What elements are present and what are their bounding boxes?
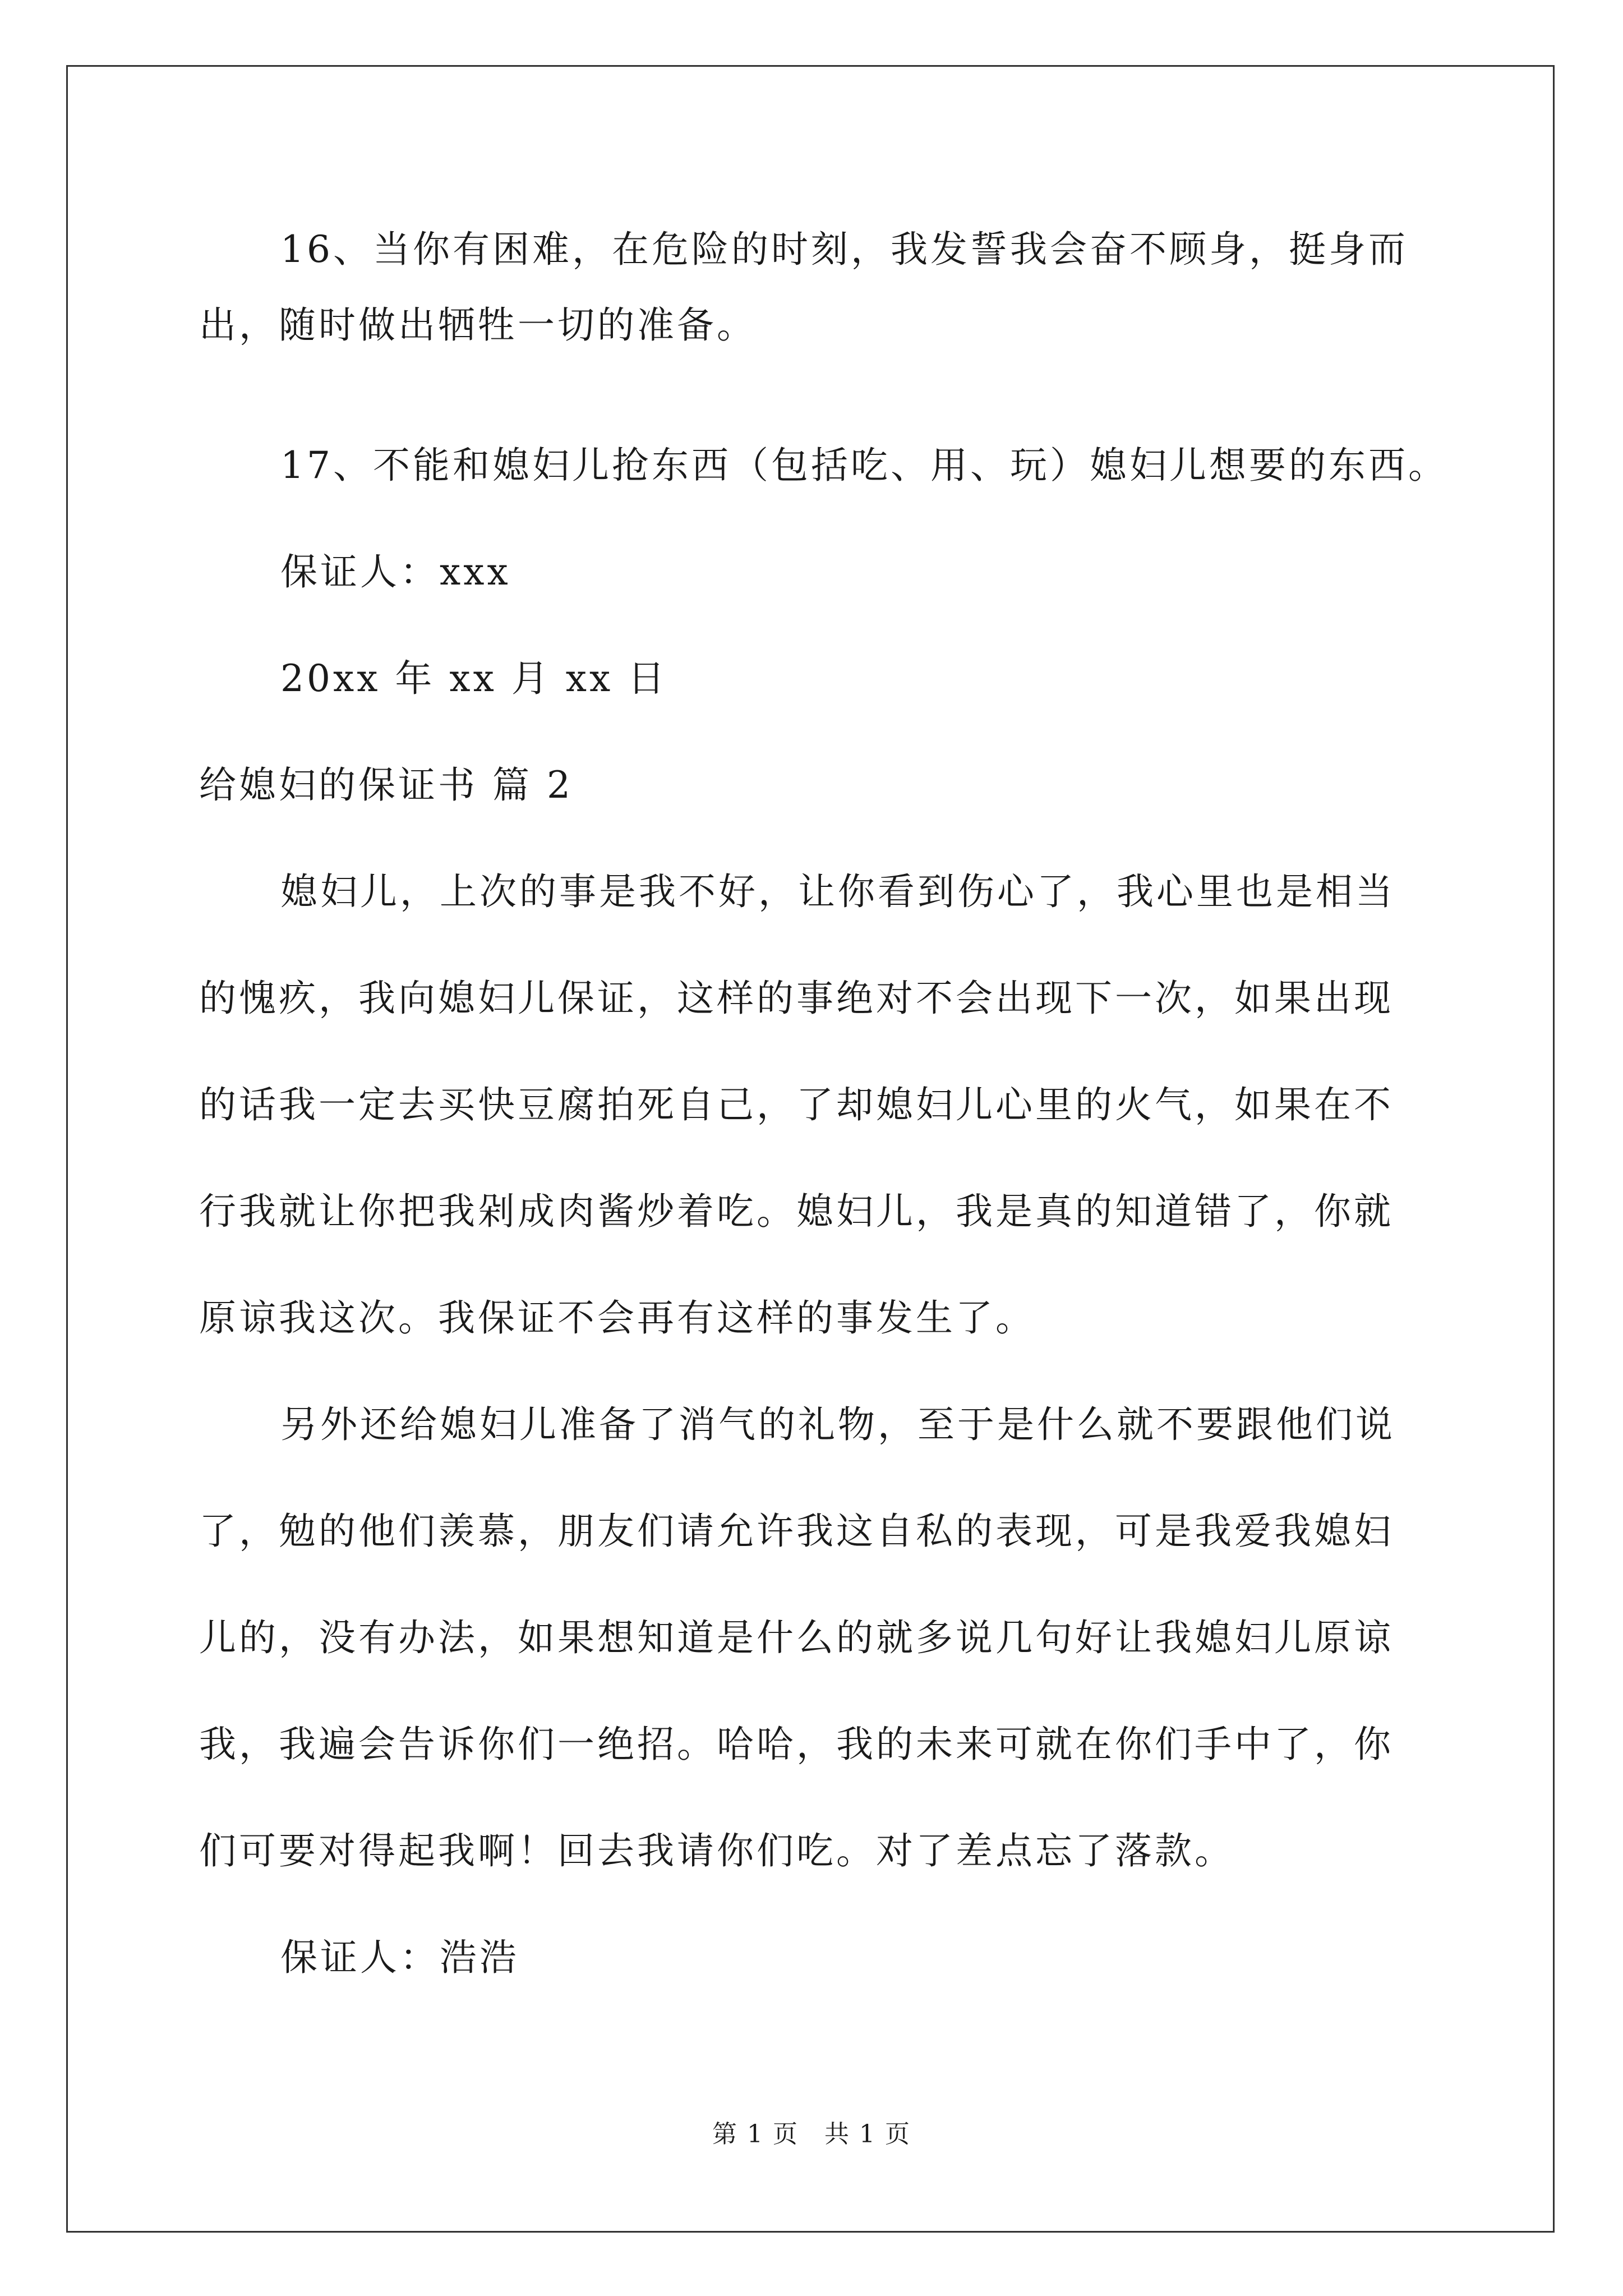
- paragraph-16-line-2: 出，随时做出牺牲一切的准备。: [199, 303, 757, 347]
- paragraph-apology-line-5: 原谅我这次。我保证不会再有这样的事发生了。: [199, 1296, 1035, 1340]
- date-placeholder: 20xx 年 xx 月 xx 日: [280, 657, 668, 700]
- paragraph-17: 17、不能和媳妇儿抢东西（包括吃、用、玩）媳妇儿想要的东西。: [280, 444, 1448, 487]
- paragraph-gift-line-1: 另外还给媳妇儿准备了消气的礼物，至于是什么就不要跟他们说: [280, 1403, 1395, 1446]
- guarantor-placeholder: 保证人：xxx: [280, 550, 511, 593]
- paragraph-gift-line-4: 我，我遍会告诉你们一绝招。哈哈，我的未来可就在你们手中了，你: [199, 1723, 1394, 1766]
- paragraph-gift-line-3: 儿的，没有办法，如果想知道是什么的就多说几句好让我媳妇儿原谅: [199, 1616, 1394, 1659]
- guarantor-signature: 保证人：浩浩: [280, 1936, 519, 1979]
- paragraph-gift-line-5: 们可要对得起我啊！回去我请你们吃。对了差点忘了落款。: [199, 1829, 1234, 1872]
- paragraph-apology-line-1: 媳妇儿，上次的事是我不好，让你看到伤心了，我心里也是相当: [280, 870, 1395, 913]
- paragraph-16-line-1: 16、当你有困难，在危险的时刻，我发誓我会奋不顾身，挺身而: [280, 228, 1408, 271]
- page-border: [66, 65, 1555, 2233]
- section-heading: 给媳妇的保证书 篇 2: [199, 763, 573, 807]
- paragraph-apology-line-3: 的话我一定去买快豆腐拍死自己，了却媳妇儿心里的火气，如果在不: [199, 1083, 1394, 1126]
- paragraph-gift-line-2: 了，勉的他们羡慕，朋友们请允许我这自私的表现，可是我爱我媳妇: [199, 1510, 1394, 1553]
- page-footer: 第 1 页 共 1 页: [712, 2120, 911, 2148]
- paragraph-apology-line-2: 的愧疚，我向媳妇儿保证，这样的事绝对不会出现下一次，如果出现: [199, 977, 1394, 1020]
- paragraph-apology-line-4: 行我就让你把我剁成肉酱炒着吃。媳妇儿，我是真的知道错了，你就: [199, 1190, 1394, 1233]
